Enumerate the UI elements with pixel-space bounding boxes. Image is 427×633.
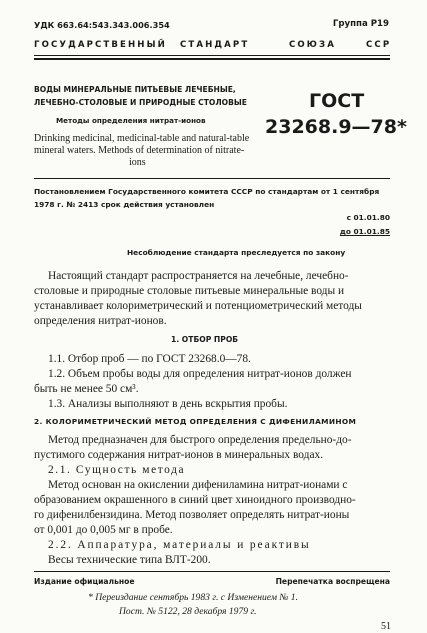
reissue-note-1: * Переиздание сентябрь 1983 г. с Изменением № 1. [88, 592, 298, 603]
reissue-note-2: Пост. № 5122, 28 декабря 1979 г. [119, 606, 257, 617]
method-line-1: Метод предназначен для быстрого определения предельно-до- [48, 434, 352, 446]
udk-code: УДК 663.64:543.343.006.354 [34, 20, 170, 30]
top-rule-bold [34, 58, 390, 60]
clause-2-2: 2.2. Аппаратура, материалы и реактивы [48, 539, 311, 551]
intro-line-3: устанавливает колориметрический и потенциометрический методы [34, 300, 362, 312]
en-title-line-2: mineral waters. Methods of determination of nitrate- [34, 145, 245, 156]
essence-line-3: го дифенилбензидина. Метод позволяет определять нитрат-ионы [34, 509, 350, 521]
page-number: 51 [381, 621, 391, 632]
en-title-line-3: ions [129, 157, 146, 168]
gost-label: ГОСТ [309, 90, 365, 112]
intro-line-1: Настоящий стандарт распространяется на лечебные, лечебно- [48, 270, 349, 282]
ru-title-line-1: ВОДЫ МИНЕРАЛЬНЫЕ ПИТЬЕВЫЕ ЛЕЧЕБНЫЕ, [34, 85, 236, 94]
intro-line-2: столовые и природные столовые питьевые минеральные воды и [34, 285, 345, 297]
validity-from: с 01.01.80 [346, 213, 390, 222]
heading-word-3: СОЮЗА [289, 40, 336, 50]
edition-label: Издание официальное [34, 577, 135, 586]
section-2-title: 2. КОЛОРИМЕТРИЧЕСКИЙ МЕТОД ОПРЕДЕЛЕНИЯ С ДИФЕНИЛАМИНОМ [34, 417, 357, 426]
heading-word-4: ССР [366, 40, 392, 50]
ru-title-line-2: ЛЕЧЕБНО-СТОЛОВЫЕ И ПРИРОДНЫЕ СТОЛОВЫЕ [34, 98, 247, 107]
intro-line-4: определения нитрат-ионов. [34, 315, 167, 327]
reprint-label: Перепечатка воспрещена [275, 577, 390, 586]
gost-number: 23268.9—78* [265, 116, 407, 138]
title-rule [34, 178, 390, 179]
clause-2-1: 2.1. Сущность метода [48, 464, 186, 476]
essence-line-2: образованием окрашенного в синий цвет хиноидного производно- [34, 494, 356, 506]
clause-1-1: 1.1. Отбор проб — по ГОСТ 23268.0—78. [48, 353, 251, 365]
clause-1-3: 1.3. Анализы выполняют в день вскрытия пробы. [48, 398, 288, 410]
ru-subtitle: Методы определения нитрат-ионов [56, 116, 206, 125]
law-warning: Несоблюдение стандарта преследуется по закону [127, 248, 346, 257]
validity-to: до 01.01.85 [339, 227, 390, 236]
clause-1-2-line-2: быть не менее 50 см³. [34, 383, 139, 395]
scales-line: Весы технические типа ВЛТ-200. [48, 554, 211, 566]
heading-word-1: ГОСУДАРСТВЕННЫЙ [34, 40, 167, 50]
heading-word-2: СТАНДАРТ [180, 40, 250, 50]
essence-line-1: Метод основан на окислении дифениламина нитрат-ионами с [48, 479, 348, 491]
method-line-2: пустимого содержания нитрат-ионов в минеральных водах. [34, 449, 324, 461]
group-code: Группа Р19 [332, 19, 389, 29]
en-title-line-1: Drinking medicinal, medicinal-table and natural-table [34, 133, 250, 144]
essence-line-4: от 0,001 до 0,005 мг в пробе. [34, 524, 173, 536]
decree-line-1: Постановлением Государственного комитета СССР по стандартам от 1 сентября [34, 187, 380, 196]
decree-line-2: 1978 г. № 2413 срок действия установлен [34, 200, 215, 209]
top-rule [34, 55, 390, 56]
section-1-title: 1. ОТБОР ПРОБ [171, 335, 239, 344]
footer-rule [34, 571, 390, 572]
clause-1-2-line-1: 1.2. Объем пробы воды для определения нитрат-ионов должен [48, 368, 352, 380]
